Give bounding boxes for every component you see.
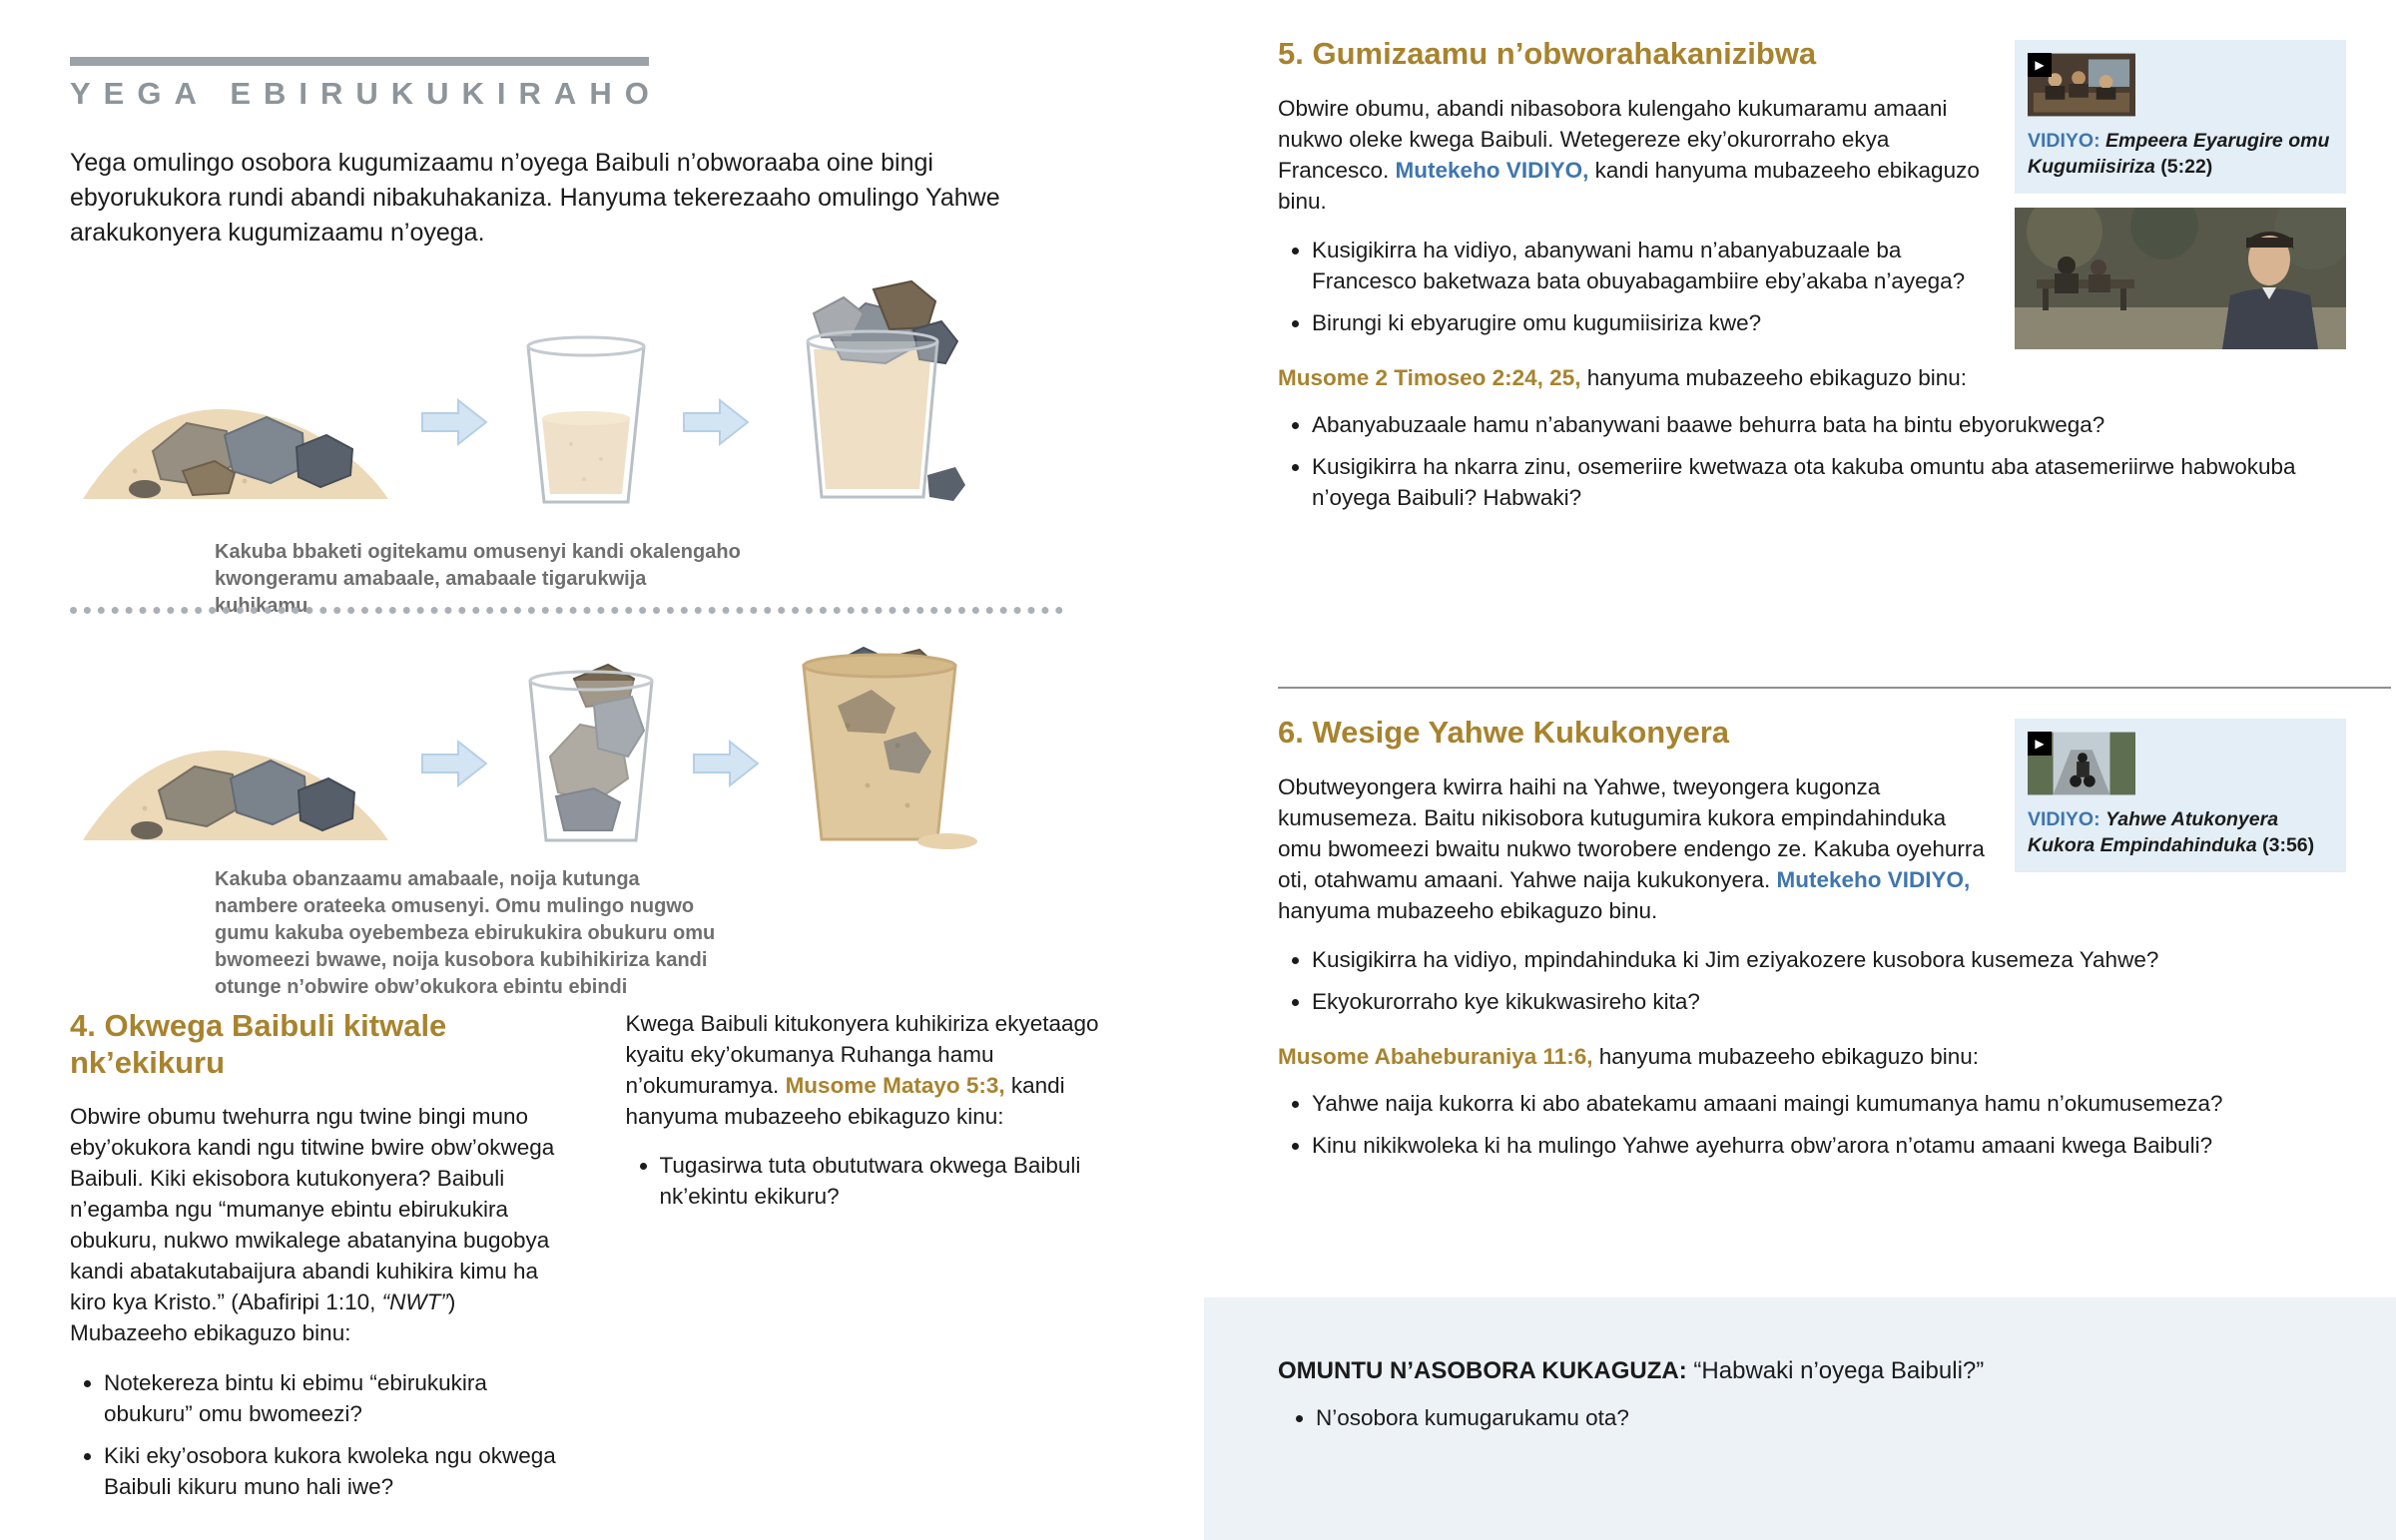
- section-5-read-line: [1278, 362, 2346, 393]
- illustration-caption-1: Kakuba bbaketi ogitekamu omusenyi kandi okalengaho kwongeramu amabaale, amabaale tigarukwija kuhikamu: [215, 541, 741, 617]
- householder-question-quote: “Habwaki n’oyega Baibuli?”: [1686, 1357, 1985, 1384]
- arrow-right-icon: [692, 734, 762, 798]
- question-item: [1316, 1405, 2336, 1431]
- arrow-right-icon: [420, 392, 490, 457]
- section-6: [1278, 715, 2346, 1172]
- glass-overflowing-rocks-illustration: [778, 279, 967, 509]
- video-label: VIDIYO:: [2028, 130, 2100, 152]
- section-4-column-2-paragraph: [626, 1008, 1134, 1132]
- scripture-link[interactable]: Musome Abaheburaniya 11:6,: [1278, 1043, 1593, 1069]
- video-duration: (5:22): [2160, 155, 2213, 178]
- section-5-title: 5. Gumizaamu n’obworahakanizibwa: [1278, 36, 1817, 71]
- question-text: Notekereza bintu ki ebimu “ebirukukira obukuru” omu bwomeezi?: [104, 1369, 487, 1426]
- section-4-body: [70, 1101, 578, 1348]
- section-4-questions: [70, 1367, 578, 1502]
- video-duration: (3:56): [2262, 833, 2315, 856]
- video-caption: [2028, 807, 2333, 858]
- section-5: [1278, 36, 2346, 524]
- question-text: Kusigikirra ha vidiyo, mpindahinduka ki Jim eziyakozere kusobora kusemeza Yahwe?: [1312, 946, 2159, 972]
- right-page: [1198, 0, 2396, 1540]
- sand-and-rocks-illustration: [75, 339, 394, 509]
- section-5-sidebar: [2015, 40, 2346, 349]
- section-4-column-1: [70, 1008, 578, 1513]
- section-4-body-tail: ) Mubazeeho ebikaguzo binu:: [70, 1289, 456, 1346]
- video-link[interactable]: Mutekeho VIDIYO,: [1776, 866, 1971, 892]
- section-4: [70, 1008, 1133, 1513]
- householder-question-label: OMUNTU N’ASOBORA KUKAGUZA:: [1278, 1357, 1687, 1384]
- scripture-link[interactable]: Musome 2 Timoseo 2:24, 25,: [1278, 364, 1581, 390]
- question-text: Kusigikirra ha vidiyo, abanywani hamu n’abanyabuzaale ba Francesco baketwaza bata obuyabagambiire eby’akaba n’ayega?: [1312, 237, 1966, 293]
- section-6-questions-2: [1278, 1088, 2346, 1161]
- intro-paragraph: Yega omulingo osobora kugumizaamu n’oyega Baibuli n’obworaaba oine bingi ebyorukukora rundi abandi nibakuhakaniza. Hanyuma tekerezaaho omulingo Yahwe arakukonyera kugumizaamu n’oyega.: [70, 149, 1000, 247]
- section-4-body-text: Obwire obumu twehurra ngu twine bingi muno eby’okukora kandi ngu titwine bwire obw’okwega Baibuli. Kiki ekisobora kutukonyera? Baibuli n’egamba ngu “mumanye ebintu ebirukukira obukuru, nukwo mwikalege abatanyina bugobya kandi abatakutabaijura abandi kuhikira kimu ha kiro kya Kristo.” (Abafiripi 1:10,: [70, 1104, 555, 1315]
- paragraph-text: Kwega Baibuli kitukonyera kuhikiriza ekyetaago kyaitu eky’okumanya Ruhanga hamu n’okumuramya.: [625, 1011, 1099, 1099]
- question-item: [1312, 451, 2346, 513]
- question-text: Kiki eky’osobora kukora kwoleka ngu okwega Baibuli kikuru muno hali iwe?: [104, 1442, 556, 1499]
- section-4-title: 4. Okwega Baibuli kitwale nk’ekikuru: [70, 1008, 447, 1080]
- question-text: N’osobora kumugarukamu ota?: [1316, 1405, 1629, 1431]
- play-icon[interactable]: ▶: [2028, 53, 2052, 77]
- illustration-caption-2: Kakuba obanzaamu amabaale, noija kutunga nambere orateeka omusenyi. Omu mulingo nugwo gumu kakuba oyebembeza ebirukukira obukuru omu bwomeezi bwawe, noija kusobora kubihikiriza kandi otunge n’obwire obw’okukora ebintu ebindi: [215, 868, 716, 998]
- bucket-with-rocks-and-sand-illustration: [788, 646, 982, 850]
- kicker-bar: [70, 57, 649, 66]
- question-item: [660, 1150, 1134, 1212]
- video-title: Yahwe Atukonyera Kukora Empindahinduka: [2028, 808, 2279, 856]
- read-line-tail: hanyuma mubazeeho ebikaguzo binu:: [1580, 364, 1967, 390]
- glass-with-rocks-illustration: [516, 661, 666, 850]
- scripture-link[interactable]: Musome Matayo 5:3,: [785, 1073, 1005, 1099]
- question-text: Abanyabuzaale hamu n’abanywani baawe behurra bata ha bintu ebyorukwega?: [1312, 411, 2105, 437]
- read-line-tail: hanyuma mubazeeho ebikaguzo binu:: [1592, 1043, 1980, 1069]
- video-thumbnail-perseverance[interactable]: [2028, 53, 2135, 117]
- question-item: [1312, 986, 2346, 1017]
- arrow-right-icon: [682, 392, 752, 457]
- question-text: Birungi ki ebyarugire omu kugumiisiriza kwe?: [1312, 309, 1762, 335]
- video-box: [2015, 719, 2346, 872]
- householder-question-box: [1204, 1297, 2396, 1540]
- paragraph-tail: kandi hanyuma mubazeeho ebikaguzo binu.: [1278, 157, 1980, 214]
- section-kicker: YEGA EBIRUKUKIRAHO: [70, 76, 662, 111]
- question-item: [1312, 1130, 2346, 1161]
- question-text: Kinu nikikwoleka ki ha mulingo Yahwe ayehurra obw’arora n’otamu amaani kwega Baibuli?: [1312, 1133, 2213, 1158]
- arrow-right-icon: [420, 734, 490, 798]
- video-caption: [2028, 129, 2333, 180]
- glass-with-sand-illustration: [516, 334, 656, 509]
- question-text: Ekyokurorraho kye kikukwasireho kita?: [1312, 988, 1700, 1014]
- play-icon[interactable]: ▶: [2028, 732, 2052, 756]
- question-text: Kusigikirra ha nkarra zinu, osemeriire kwetwaza ota kakuba omuntu aba atasemeriirwe habwokuba n’oyega Baibuli? Habwaki?: [1312, 454, 2296, 511]
- illustration-row-1: [75, 248, 1073, 509]
- householder-question-bullets: [1278, 1405, 2336, 1431]
- question-item: [1312, 944, 2346, 975]
- paragraph-tail: kandi hanyuma mubazeeho ebikaguzo kinu:: [625, 1073, 1065, 1130]
- paragraph-text: Obutweyongera kwirra haihi na Yahwe, tweyongera kugonza kumusemeza. Baitu nikisobora kutugumira kukora empindahinduka omu bwomeezi bwaitu nukwo tworobere endengo ze. Kakuba oyehurra oti, otahwamu amaani. Yahwe naija kukukonyera.: [1278, 773, 1985, 892]
- video-title: Empeera Eyarugire omu Kugumiisiriza: [2028, 130, 2330, 178]
- section-4-column-2-questions: [626, 1150, 1134, 1212]
- section-6-questions-1: [1278, 944, 2346, 1017]
- paragraph-tail: hanyuma mubazeeho ebikaguzo binu.: [1278, 897, 1658, 923]
- section-divider-rule: [1278, 687, 2391, 689]
- question-text: Tugasirwa tuta obututwara okwega Baibuli nk’ekintu ekikuru?: [659, 1153, 1081, 1210]
- question-text: Yahwe naija kukorra ki abo abatekamu amaani maingi kumumanya hamu n’okumusemeza?: [1312, 1090, 2223, 1116]
- video-box: [2015, 40, 2346, 194]
- dotted-divider: [70, 607, 1063, 614]
- video-thumbnail-changes[interactable]: [2028, 732, 2135, 795]
- section-4-column-2: [626, 1008, 1134, 1513]
- video-label: VIDIYO:: [2028, 808, 2100, 830]
- section-6-read-line: [1278, 1041, 2346, 1072]
- householder-question-line: [1278, 1355, 2336, 1387]
- nwt-abbreviation: “NWT”: [381, 1289, 448, 1315]
- park-portrait-photo: [2015, 208, 2346, 349]
- question-item: [1312, 409, 2346, 440]
- section-6-sidebar: [2015, 719, 2346, 872]
- illustration-row-2: [75, 639, 1073, 850]
- video-link[interactable]: Mutekeho VIDIYO,: [1395, 157, 1589, 183]
- section-5-questions-2: [1278, 409, 2346, 513]
- section-6-title: 6. Wesige Yahwe Kukukonyera: [1278, 715, 1729, 750]
- question-item: [104, 1367, 578, 1429]
- paragraph-text: Obwire obumu, abandi nibasobora kulengaho kukumaramu amaani nukwo oleke kwega Baibuli. Wetegereze eky’okurorraho ekya Francesco.: [1278, 95, 1948, 183]
- sand-and-rocks-illustration: [75, 681, 394, 850]
- question-item: [104, 1440, 578, 1502]
- question-item: [1312, 1088, 2346, 1119]
